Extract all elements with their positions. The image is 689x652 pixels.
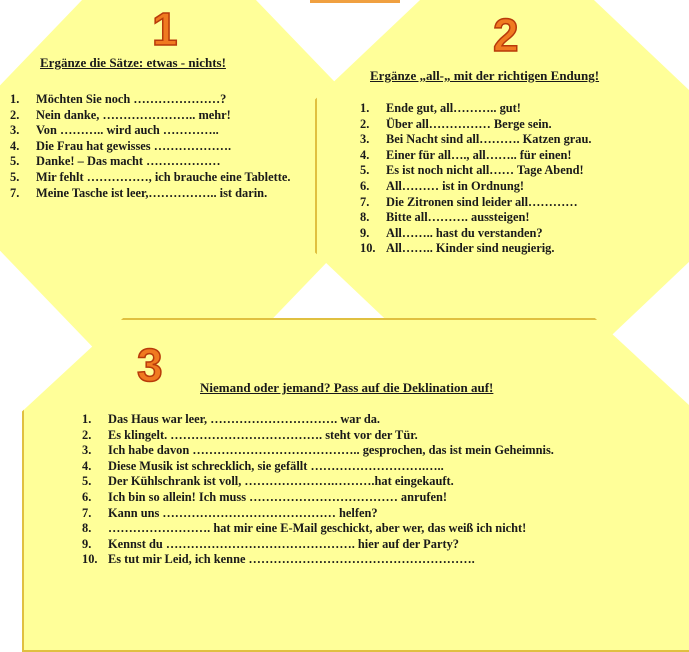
list-item: 10. Es tut mir Leid, ich kenne ………………………………………………. [82,552,475,567]
list-item: 2. Nein danke, ………………….. mehr! [10,107,231,122]
list-item: 1. Möchten Sie noch …………………? [10,92,227,106]
list-item: 4. Einer für all…., all…….. für einen! [360,147,572,162]
list-item: 2. Über all…………… Berge sein. [360,116,552,131]
list-item: 8. ……………………. hat mir eine E-Mail geschickt, aber wer, das weiß ich nicht! [82,521,527,536]
list-item: 5. Der Kühlschrank ist voll, ………………….……….hat eingekauft. [82,474,454,489]
list-item: 6. All……… ist in Ordnung! [360,178,525,193]
list-item: 9. All…….. hast du verstanden? [360,225,543,240]
list-item: 5. Mir fehlt ……………, ich brauche eine Tablette. [10,169,291,184]
list-item: 10. All…….. Kinder sind neugierig. [360,241,555,256]
section-1-list [10,92,310,201]
section-3-title: Niemand oder jemand? Pass auf die Deklination auf! [200,380,494,395]
list-item: 2. Es klingelt. ………………………………. steht vor der Tür. [82,427,418,442]
section-2-list [360,101,660,257]
list-item: 5. Danke! – Das macht ……………… [10,154,221,169]
list-item: 6. Ich bin so allein! Ich muss ……………………………… anrufen! [82,489,448,504]
section-1-title: Ergänze die Sätze: etwas - nichts! [40,55,226,70]
list-item: 1. Das Haus war leer, …………………………. war da. [82,412,381,426]
section-1-number: 1 [152,3,178,55]
list-item: 3. Bei Nacht sind all………. Katzen grau. [360,132,592,147]
list-item: 7. Die Zitronen sind leider all………… [360,194,578,209]
list-item: 5. Es ist noch nicht all…… Tage Abend! [360,163,584,178]
list-item: 9. Kennst du ………………………………………. hier auf der Party? [82,536,459,551]
list-item: 1. Ende gut, all……….. gut! [360,101,521,115]
list-item: 7. Kann uns …………………………………… helfen? [82,505,378,520]
top-accent-bar [310,0,400,3]
list-item: 3. Ich habe davon ………………………………….. gesprochen, das ist mein Geheimnis. [82,443,554,458]
section-2-number: 2 [493,9,519,61]
section-3-number: 3 [137,339,163,391]
list-item: 8. Bitte all………. aussteigen! [360,210,530,225]
section-2-title: Ergänze „all-„ mit der richtigen Endung! [370,68,600,83]
list-item: 3. Von ……….. wird auch ………….. [10,123,219,138]
section-3-list [82,412,652,568]
list-item: 7. Meine Tasche ist leer,…………….. ist darin. [10,185,268,200]
list-item: 4. Die Frau hat gewisses ………………. [10,138,232,153]
list-item: 4. Diese Musik ist schrecklich, sie gefällt ……………………….….. [82,458,444,473]
